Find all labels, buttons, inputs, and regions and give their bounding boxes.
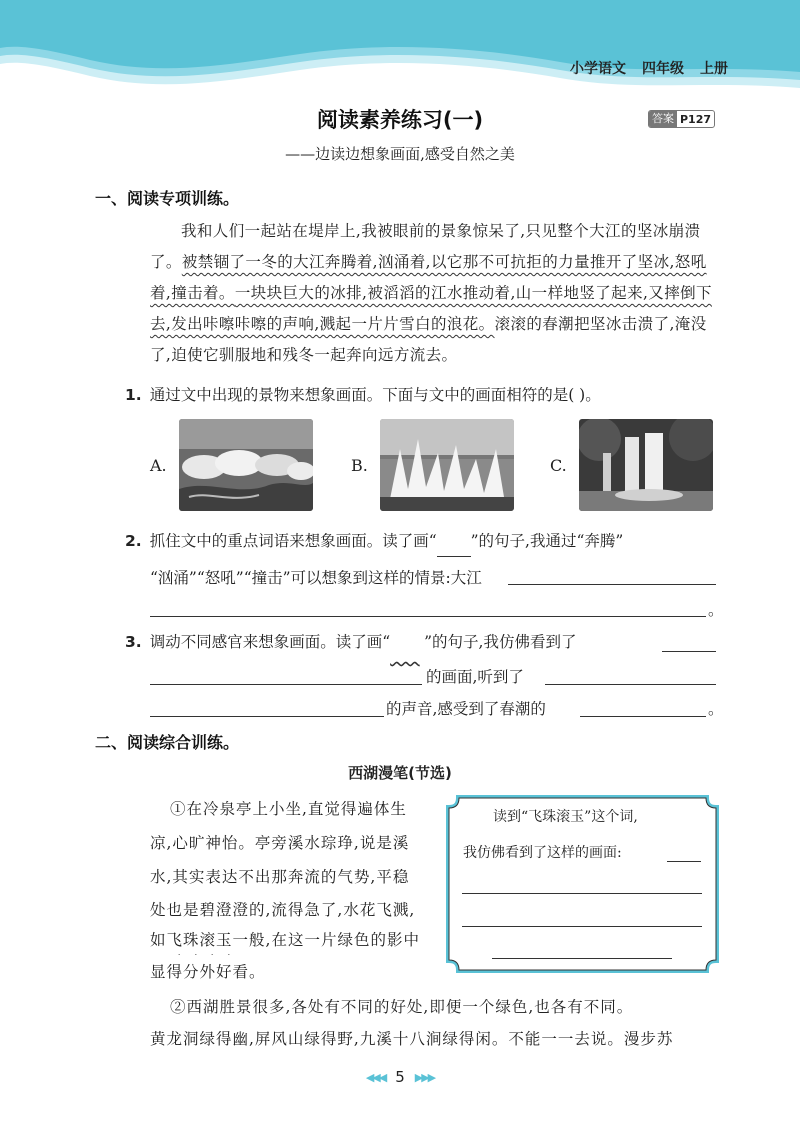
option-b[interactable]	[351, 419, 514, 511]
waterfall-image	[579, 419, 713, 511]
question-3-answer-line-1[interactable]	[662, 650, 716, 652]
header-wave-banner	[0, 0, 800, 95]
page-number: 5	[395, 1068, 405, 1086]
dotted-phrase-feizhu-gunyu: 飞珠滚玉	[167, 931, 233, 955]
question-3-end: 。	[708, 700, 724, 718]
option-a-label: A.	[150, 455, 167, 475]
question-2-answer-line-2[interactable]	[150, 615, 706, 617]
question-1-text: 通过文中出现的景物来想象画面。下面与文中的画面相符的是( )。	[149, 386, 601, 404]
passage-line-6: 显得分外好看。	[150, 963, 266, 981]
paragraph-sentence-4: 滚滚的春潮把坚冰击溃了,淹没了,迫使它驯服地和残冬一起奔向远方流去。	[150, 315, 707, 364]
volume-label: 上册	[700, 61, 728, 77]
question-1-number: 1.	[125, 386, 142, 404]
section1-heading: 一、阅读专项训练。	[95, 189, 240, 208]
question-3-line2: 的画面,听到了	[426, 668, 524, 686]
question-3-text-b: ”的句子,我仿佛看到了	[424, 633, 577, 651]
ice-splash-image	[380, 419, 514, 511]
frozen-river-ice-image	[179, 419, 313, 511]
subject-label: 小学语文	[570, 61, 626, 77]
question-3-text-a: 调动不同感官来想象画面。读了画“	[149, 633, 391, 651]
passage-title: 西湖漫笔(节选)	[348, 764, 452, 782]
section2-heading: 二、阅读综合训练。	[95, 733, 240, 752]
note-answer-line-1[interactable]	[667, 860, 701, 862]
passage-line-4: 处也是碧澄澄的,流得急了,水花飞溅,	[150, 901, 416, 919]
note-answer-line-3[interactable]	[462, 925, 702, 927]
question-2-end: 。	[708, 601, 724, 619]
passage-line-1: ①在冷泉亭上小坐,直觉得遍体生	[170, 800, 407, 818]
passage-line-5-post: 一般,在这一片绿色的影中	[232, 931, 420, 949]
option-a[interactable]	[150, 419, 313, 511]
prev-arrows-icon: ◀◀◀	[365, 1070, 386, 1084]
question-2-number: 2.	[125, 532, 142, 550]
reading-paragraph	[150, 216, 718, 371]
question-3-wavy-blank[interactable]	[390, 640, 424, 658]
question-3	[125, 627, 576, 658]
question-1	[125, 380, 601, 411]
question-2-answer-line-1[interactable]	[508, 583, 716, 585]
passage-line-3: 水,其实表达不出那奔流的气势,平稳	[150, 868, 410, 886]
passage-line-5	[150, 928, 420, 950]
note-answer-line-4[interactable]	[492, 957, 672, 959]
option-c[interactable]	[550, 419, 713, 511]
option-b-label: B.	[351, 455, 368, 475]
question-3-line3: 的声音,感受到了春潮的	[386, 700, 546, 718]
page-title: 阅读素养练习(一)	[316, 108, 484, 132]
passage-para2-line-1: ②西湖胜景很多,各处有不同的好处,即便一个绿色,也各有不同。	[170, 998, 634, 1016]
page-subtitle: ——边读边想象画面,感受自然之美	[285, 145, 515, 163]
question-3-answer-line-3[interactable]	[545, 683, 716, 685]
answer-tag-page: P127	[680, 112, 712, 126]
question-2-text-b: ”的句子,我通过“奔腾”	[470, 532, 624, 550]
question-2	[125, 526, 623, 557]
page-footer	[0, 1068, 800, 1086]
answer-tag[interactable]	[648, 110, 715, 128]
question-2-line2: “汹涌”“怒吼”“撞击”可以想象到这样的情景:大江	[150, 569, 482, 587]
paragraph-sentence-underlined-wavy: 一块块巨大的冰排,被滔滔的江水推动着,山一样地竖了起来,又摔倒下去,发出咔嚓咔嚓的声响,溅起一片片雪白的浪花。	[150, 284, 712, 333]
note-answer-line-2[interactable]	[462, 892, 702, 894]
question-3-number: 3.	[125, 633, 142, 651]
question-3-answer-line-2[interactable]	[150, 683, 422, 685]
question-3-answer-line-4[interactable]	[150, 715, 384, 717]
next-arrows-icon: ▶▶▶	[414, 1070, 435, 1084]
header-meta	[570, 58, 728, 78]
passage-line-5-pre: 如	[150, 931, 167, 949]
option-c-label: C.	[550, 455, 567, 475]
paragraph-sentence-underlined-solid: 被禁锢了一冬的大江奔腾着,汹涌着,以它那不可抗拒的力量推开了坚冰,怒吼着,撞击着。	[150, 253, 707, 302]
question-3-answer-line-5[interactable]	[580, 715, 706, 717]
question-2-underline-blank[interactable]	[437, 538, 471, 557]
passage-line-2: 凉,心旷神怡。亭旁溪水琮琤,说是溪	[150, 834, 410, 852]
passage-para2-line-2: 黄龙洞绿得幽,屏风山绿得野,九溪十八涧绿得闲。不能一一去说。漫步苏	[150, 1030, 674, 1048]
answer-tag-label: 答案	[649, 111, 677, 127]
question-2-text-a: 抓住文中的重点词语来想象画面。读了画“	[149, 532, 437, 550]
grade-label: 四年级	[642, 61, 684, 77]
note-line-1: 读到“飞珠滚玉”这个词,	[493, 809, 638, 825]
paragraph-sentence-1: 我和人们一起站在堤岸上,我被眼前的景象惊呆了,只见整个大江的坚冰崩溃了。	[150, 222, 701, 271]
note-line-2: 我仿佛看到了这样的画面:	[463, 845, 622, 861]
